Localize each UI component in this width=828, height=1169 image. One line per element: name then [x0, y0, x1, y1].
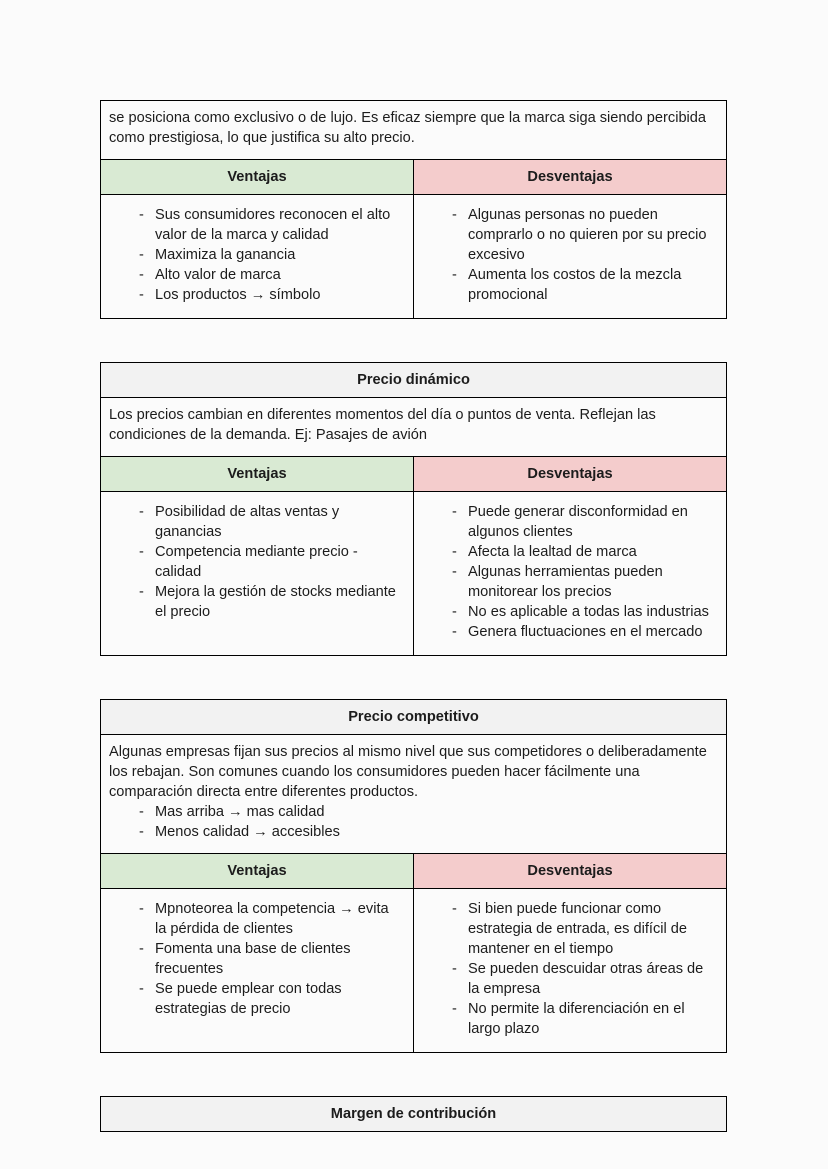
list-item: - Mejora la gestión de stocks mediante el precio — [117, 582, 403, 622]
section-precio-dinamico — [100, 362, 727, 656]
section-title: Precio dinámico — [101, 363, 726, 398]
section-precio-competitivo — [100, 699, 727, 1053]
list-item: - No permite la diferenciación en el largo plazo — [430, 999, 716, 1039]
page-content — [100, 100, 727, 1169]
description-bullets — [109, 802, 714, 842]
desventajas-list — [413, 492, 726, 655]
section-title: Margen de contribución — [101, 1097, 726, 1131]
section-precio-lujo — [100, 100, 727, 319]
desventajas-header: Desventajas — [413, 457, 726, 491]
table-header-row — [101, 853, 726, 889]
table-header-row — [101, 159, 726, 195]
description-text: Algunas empresas fijan sus precios al mismo nivel que sus competidores o deliberadamente los rebajan. Son comunes cuando los consumidores pueden hacer fácilmente una comparación directa entre diferentes productos. — [109, 744, 707, 800]
desventajas-list — [413, 195, 726, 318]
ventajas-list — [101, 195, 413, 318]
list-item: - Sus consumidores reconocen el alto valor de la marca y calidad — [117, 205, 403, 245]
ventajas-list — [101, 889, 413, 1052]
table-body-row — [101, 889, 726, 1052]
table-body-row — [101, 492, 726, 655]
list-item: - Afecta la lealtad de marca — [430, 542, 716, 562]
list-item: - Mpnoteorea la competencia → evita la pérdida de clientes — [117, 899, 403, 939]
list-item: - Si bien puede funcionar como estrategia de entrada, es difícil de mantener en el tiempo — [430, 899, 716, 959]
list-item: - Mas arriba → mas calidad — [117, 802, 714, 822]
ventajas-list — [101, 492, 413, 655]
section-title: Precio competitivo — [101, 700, 726, 735]
list-item: - Puede generar disconformidad en algunos clientes — [430, 502, 716, 542]
section-margen-contribucion — [100, 1096, 727, 1132]
list-item: - Alto valor de marca — [117, 265, 403, 285]
section-description — [101, 735, 726, 853]
ventajas-header: Ventajas — [101, 457, 413, 491]
section-description: Los precios cambian en diferentes momentos del día o puntos de venta. Reflejan las condiciones de la demanda. Ej: Pasajes de avión — [109, 407, 656, 443]
desventajas-header: Desventajas — [413, 854, 726, 888]
list-item: - Posibilidad de altas ventas y ganancias — [117, 502, 403, 542]
list-item: - Aumenta los costos de la mezcla promocional — [430, 265, 716, 305]
list-item: - No es aplicable a todas las industrias — [430, 602, 716, 622]
list-item: - Los productos → símbolo — [117, 285, 403, 305]
ventajas-header: Ventajas — [101, 854, 413, 888]
section-intro: se posiciona como exclusivo o de lujo. Es eficaz siempre que la marca siga siendo percibida como prestigiosa, lo que justifica su alto precio. — [109, 110, 707, 146]
list-item: - Menos calidad → accesibles — [117, 822, 714, 842]
table-body-row — [101, 195, 726, 318]
list-item: - Competencia mediante precio - calidad — [117, 542, 403, 582]
list-item: - Maximiza la ganancia — [117, 245, 403, 265]
list-item: - Se pueden descuidar otras áreas de la empresa — [430, 959, 716, 999]
table-header-row — [101, 456, 726, 492]
list-item: - Genera fluctuaciones en el mercado — [430, 622, 716, 642]
desventajas-list — [413, 889, 726, 1052]
list-item: - Fomenta una base de clientes frecuentes — [117, 939, 403, 979]
list-item: - Se puede emplear con todas estrategias de precio — [117, 979, 403, 1019]
desventajas-header: Desventajas — [413, 160, 726, 194]
ventajas-header: Ventajas — [101, 160, 413, 194]
list-item: - Algunas herramientas pueden monitorear los precios — [430, 562, 716, 602]
list-item: - Algunas personas no pueden comprarlo o no quieren por su precio excesivo — [430, 205, 716, 265]
